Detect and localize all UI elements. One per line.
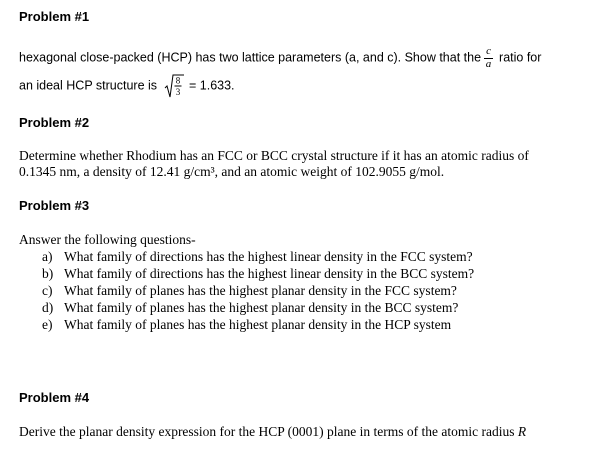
fraction-numerator: c xyxy=(486,45,491,57)
list-item-text: What family of planes has the highest planar density in the FCC system? xyxy=(64,283,457,298)
list-marker: a) xyxy=(42,249,53,264)
list-marker: d) xyxy=(42,300,54,315)
problem-1-heading: Problem #1 xyxy=(19,9,90,24)
problem-2-line-2: 0.1345 nm, a density of 12.41 g/cm³, and an atomic weight of 102.9055 g/mol. xyxy=(19,164,445,179)
list-item-text: What family of planes has the highest planar density in the HCP system xyxy=(64,317,452,332)
problem-1-line-1 xyxy=(19,46,541,70)
problem-3-question-list xyxy=(42,248,474,333)
list-item-text: What family of directions has the highest linear density in the FCC system? xyxy=(64,249,473,264)
problem-1-line-2 xyxy=(19,73,235,99)
problem-4-text: Derive the planar density expression for the HCP (0001) plane in terms of the atomic radius xyxy=(19,424,515,439)
problem-4-heading: Problem #4 xyxy=(19,390,90,405)
list-item xyxy=(42,265,474,282)
fraction-denominator: a xyxy=(485,58,492,70)
problem-1-line-2-prefix: an ideal HCP structure is xyxy=(19,78,158,93)
list-item xyxy=(42,299,474,316)
list-item xyxy=(42,316,474,333)
sqrt-denominator: 3 xyxy=(175,87,180,97)
problem-1-ratio-value: = 1.633. xyxy=(189,78,235,93)
problem-2-heading: Problem #2 xyxy=(19,115,90,130)
c-over-a-fraction xyxy=(484,46,493,70)
list-marker: e) xyxy=(42,317,53,332)
list-item xyxy=(42,248,474,265)
list-marker: c) xyxy=(42,283,53,298)
list-item-text: What family of planes has the highest planar density in the BCC system? xyxy=(64,300,459,315)
problem-3-heading: Problem #3 xyxy=(19,198,90,213)
list-item-text: What family of directions has the highest linear density in the BCC system? xyxy=(64,266,475,281)
problem-2-line-1: Determine whether Rhodium has an FCC or BCC crystal structure if it has an atomic radius of xyxy=(19,148,529,163)
list-item xyxy=(42,282,474,299)
problem-1-line-1-suffix: ratio for xyxy=(499,50,542,65)
problem-3-intro: Answer the following questions- xyxy=(19,232,196,247)
problem-4-text-line xyxy=(19,424,526,440)
atomic-radius-symbol: R xyxy=(517,424,527,439)
sqrt-numerator: 8 xyxy=(175,75,180,86)
list-marker: b) xyxy=(42,266,54,281)
problem-1-line-1-text: hexagonal close-packed (HCP) has two lattice parameters (a, and c). Show that the xyxy=(19,50,482,65)
square-root-expression xyxy=(164,73,184,99)
square-root-sign-icon xyxy=(164,73,184,99)
